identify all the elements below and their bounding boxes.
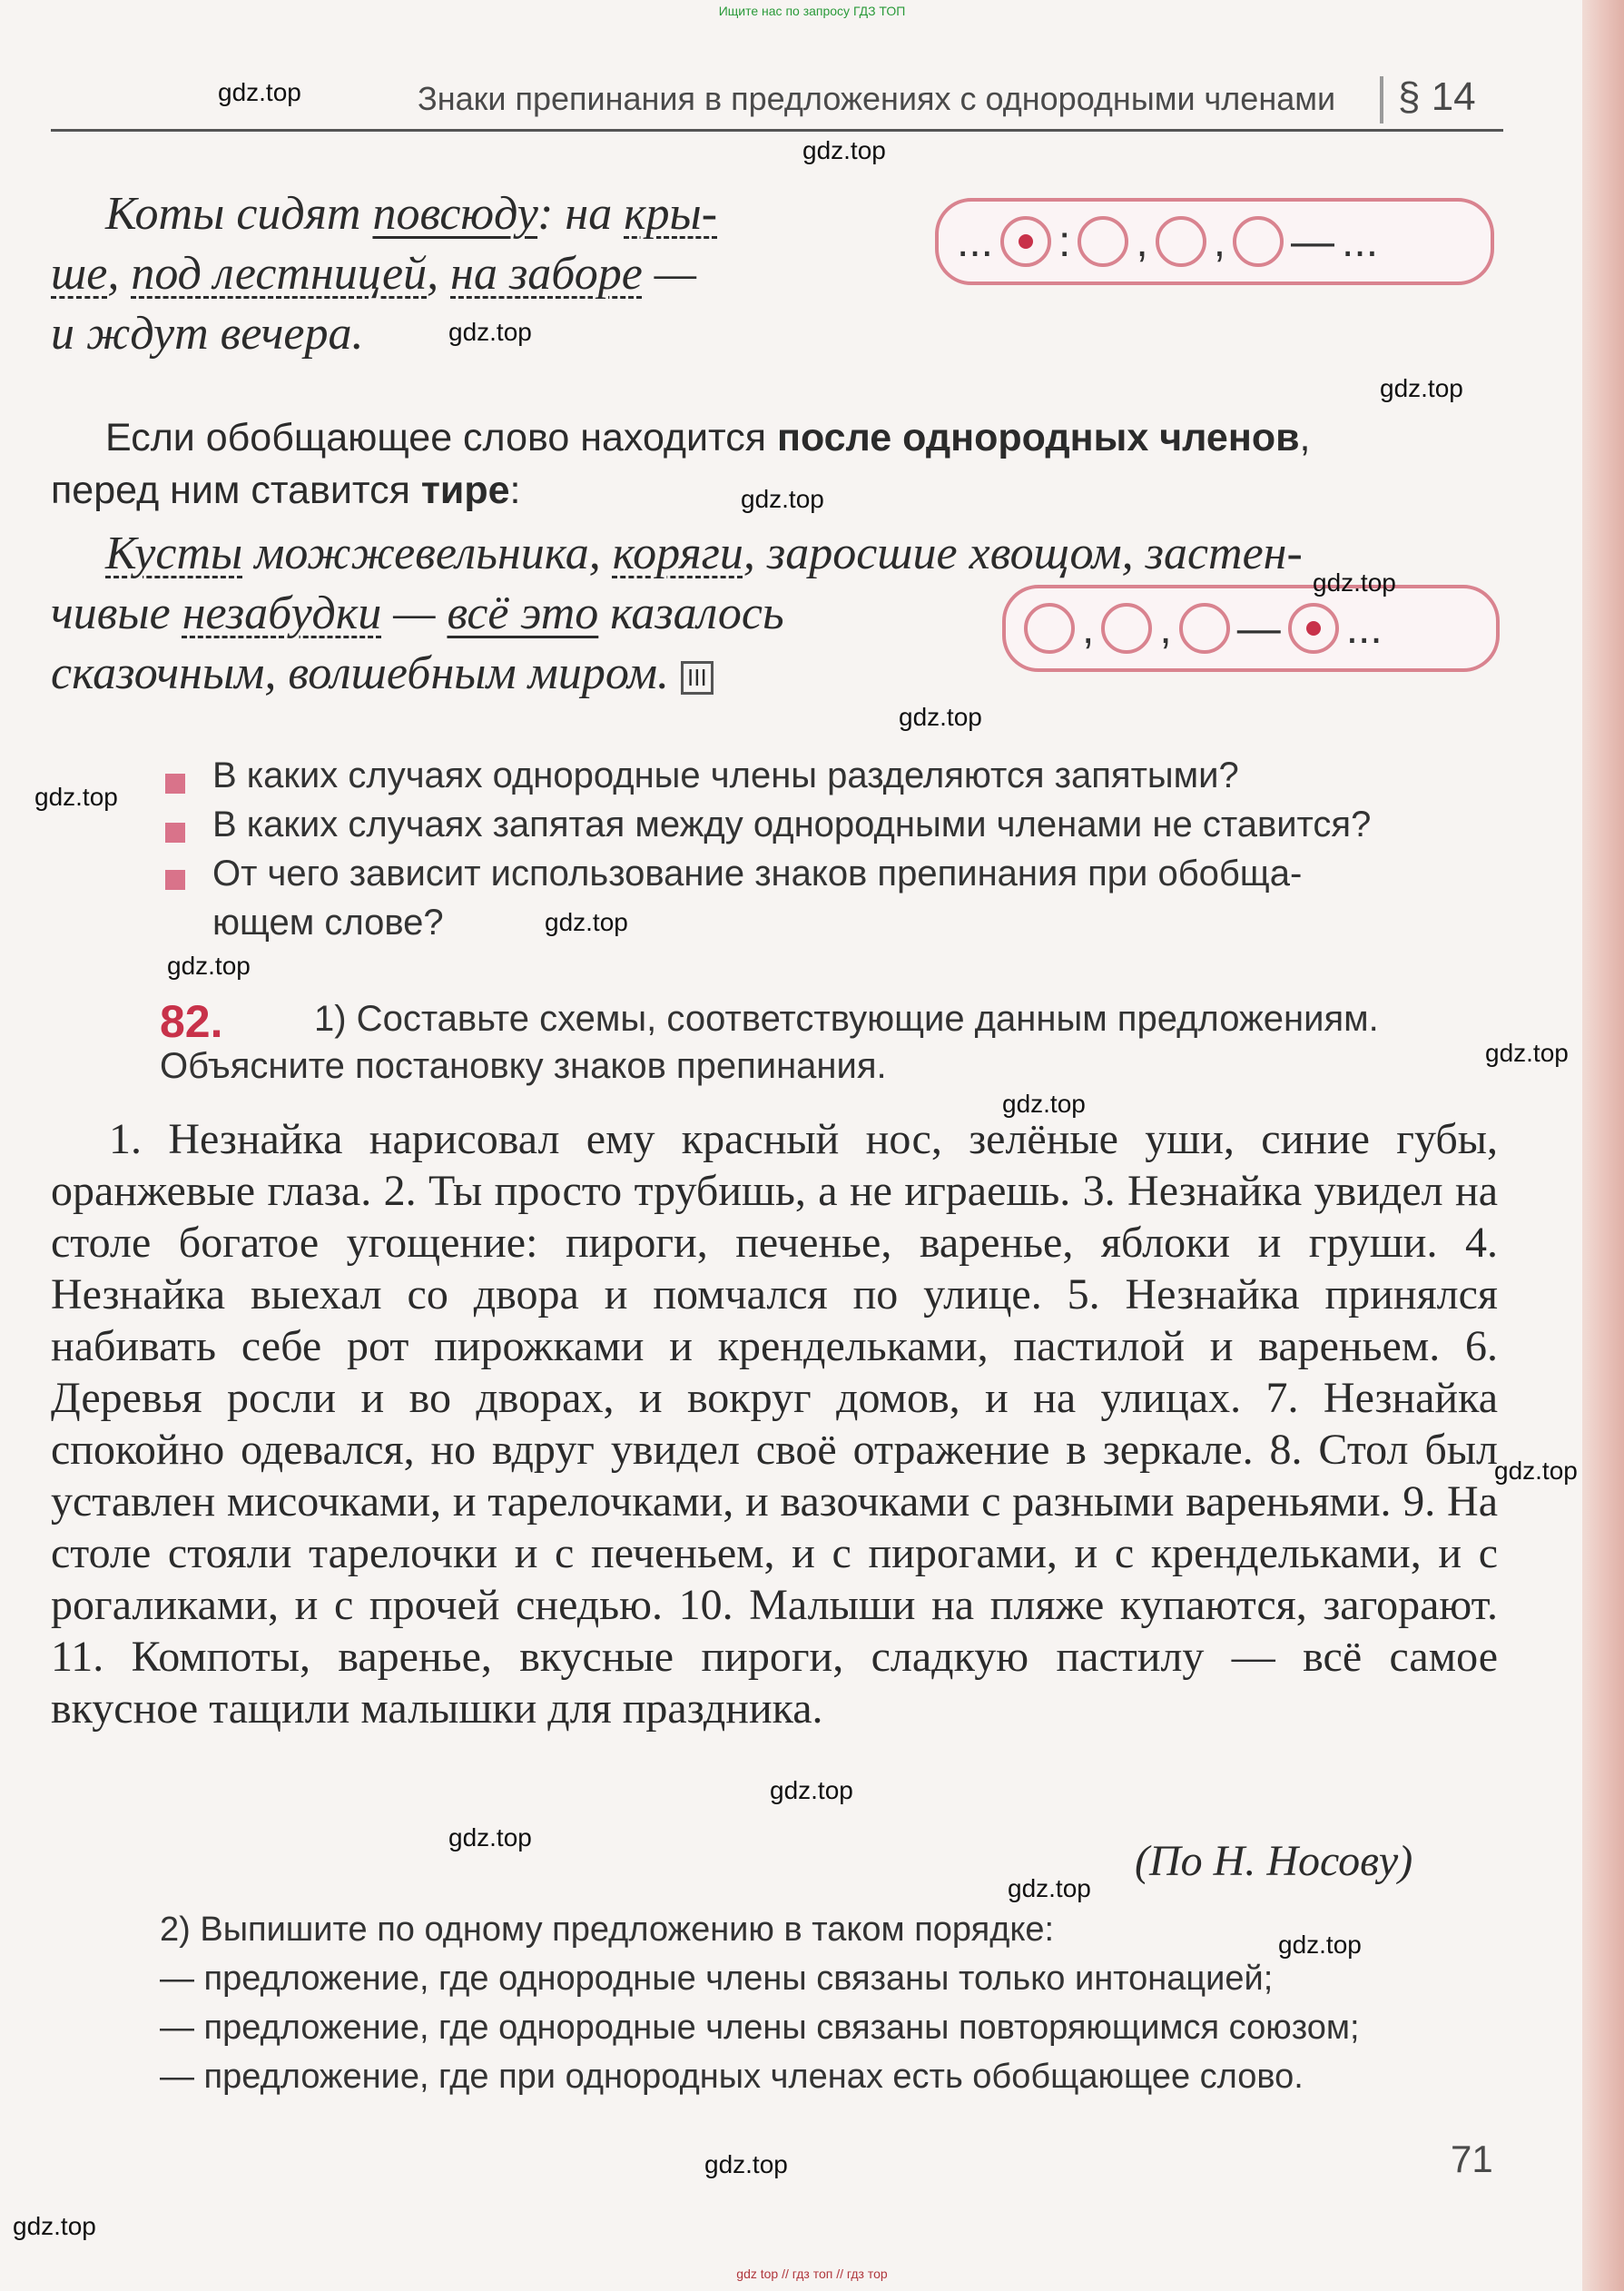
example2-text: чивые bbox=[51, 588, 182, 639]
rule-bold: тире bbox=[420, 469, 510, 512]
site-watermark: gdz.top bbox=[1313, 568, 1396, 597]
question-3: От чего зависит использование знаков препинания при обобща- bbox=[212, 854, 1303, 894]
scheme-member-circle bbox=[1156, 216, 1206, 267]
task1-line2: Объясните постановку знаков препинания. bbox=[160, 1046, 887, 1086]
scheme-generalizing-circle bbox=[1288, 603, 1339, 654]
site-watermark: gdz.top bbox=[802, 136, 886, 164]
rule-text: , bbox=[1299, 416, 1311, 459]
homogeneous-member: незабудки bbox=[182, 588, 382, 639]
watermark-bottom-line: gdz top // гдз топ // гдз тор bbox=[736, 2266, 888, 2281]
header-rule bbox=[51, 129, 1503, 132]
site-watermark: gdz.top bbox=[448, 1823, 532, 1852]
example2-line3 bbox=[51, 647, 714, 700]
rule-text: Если обобщающее слово находится bbox=[105, 416, 777, 459]
site-watermark: gdz.top bbox=[1494, 1457, 1578, 1485]
site-watermark: gdz.top bbox=[741, 485, 824, 513]
scheme-dash: — bbox=[1236, 604, 1281, 653]
homogeneous-member: Кусты bbox=[105, 528, 243, 579]
site-watermark: gdz.top bbox=[1380, 374, 1463, 402]
exercise-text: 1. Незнайка нарисовал ему красный нос, зелёные уши, синие губы, оранжевые глаза. 2. Ты просто трубишь, а не играешь. 3. Незнайка увидел на столе богатое угощение: пироги, печенье, варенье, яблоки и груши. 4. Незнайка выехал со двора и помчался по улице. 5. Незнайка принялся набивать себе рот пирожками и крендельками, пастилой и вареньем. 6. Деревья росли и во дворах, и вокруг домов, и на улицах. 7. Незнайка спокойно одевался, но вдруг увидел своё отражение в зеркале. 8. Стол был уставлен мисочками, и тарелочками, и вазочками с разными вареньями. 9. На столе стояли тарелочки и с печеньем, и с пирогами, и с крендельками, и с рогаликами, и с прочей снедью. 10. Малыши на пляже купаются, загорают. 11. Компоты, варенье, вкусные пироги, сладкую пастилу — всё самое вкусное тащили малышки для праздника. bbox=[51, 1115, 1498, 1733]
site-watermark: gdz.top bbox=[218, 78, 301, 106]
generalizing-word: повсюду bbox=[372, 188, 538, 240]
homogeneous-member: коряги bbox=[612, 528, 743, 579]
question-bullet-icon bbox=[165, 823, 185, 843]
scheme-colon: : bbox=[1058, 217, 1071, 266]
site-watermark: gdz.top bbox=[13, 2212, 96, 2240]
rule-line1 bbox=[105, 410, 1310, 465]
homogeneous-member: ше bbox=[51, 248, 108, 300]
homogeneous-member: под лестницей bbox=[131, 248, 428, 300]
rule-text: перед ним ставится bbox=[51, 469, 421, 512]
scheme-ellipsis: ... bbox=[1345, 604, 1383, 653]
scheme-member-circle bbox=[1078, 216, 1128, 267]
scheme-comma: , bbox=[1136, 217, 1148, 266]
site-watermark: gdz.top bbox=[167, 952, 251, 980]
scheme-comma: , bbox=[1159, 604, 1172, 653]
scheme-ellipsis: ... bbox=[1342, 217, 1379, 266]
question-1: В каких случаях однородные члены разделяются запятыми? bbox=[212, 755, 1239, 795]
scheme-member-circle bbox=[1233, 216, 1284, 267]
scheme-member-circle bbox=[1179, 603, 1230, 654]
task2-item: — предложение, где однородные члены связаны только интонацией; bbox=[160, 1960, 1274, 1998]
rule-text: : bbox=[509, 469, 521, 512]
example1-text: Коты сидят bbox=[105, 188, 373, 240]
question-2: В каких случаях запятая между однородными членами не ставится? bbox=[212, 805, 1372, 844]
site-watermark: gdz.top bbox=[704, 2150, 788, 2178]
example1-text: , bbox=[427, 248, 451, 300]
example2-text: казалось bbox=[598, 588, 784, 639]
site-watermark: gdz.top bbox=[770, 1776, 853, 1804]
site-watermark: gdz.top bbox=[448, 318, 532, 346]
example1-text: , bbox=[107, 248, 132, 300]
homogeneous-member: кры- bbox=[624, 188, 718, 240]
rule-line2 bbox=[51, 463, 520, 518]
example2-text: — bbox=[381, 588, 448, 639]
task2-item: — предложение, где однородные члены связаны повторяющимся союзом; bbox=[160, 2009, 1360, 2047]
scheme-member-circle bbox=[1024, 603, 1075, 654]
example1-scheme bbox=[935, 198, 1494, 285]
question-bullet-icon bbox=[165, 870, 185, 890]
scheme-comma: , bbox=[1082, 604, 1095, 653]
example2-text: сказочным, волшебным миром. bbox=[51, 647, 670, 699]
roman-marker: III bbox=[681, 661, 714, 695]
exercise-number: 82. bbox=[160, 996, 223, 1047]
question-bullet-icon bbox=[165, 774, 185, 794]
running-header-title: Знаки препинания в предложениях с однородными членами bbox=[418, 80, 1336, 117]
page-number: 71 bbox=[1451, 2138, 1493, 2180]
scheme-ellipsis: ... bbox=[957, 217, 994, 266]
example2-line1 bbox=[105, 527, 1303, 580]
scheme-member-circle bbox=[1101, 603, 1152, 654]
example2-text: , заросшие хвощом, застен- bbox=[743, 528, 1303, 579]
task1-line1: 1) Составьте схемы, соответствующие данным предложениям. bbox=[314, 999, 1379, 1039]
homogeneous-member: на заборе bbox=[450, 248, 643, 300]
example1-line2 bbox=[51, 247, 696, 301]
example2-scheme bbox=[1002, 585, 1500, 672]
rule-bold: после однородных членов bbox=[776, 416, 1300, 459]
site-watermark: gdz.top bbox=[1485, 1039, 1569, 1067]
site-watermark: gdz.top bbox=[545, 908, 628, 936]
example1-text: — bbox=[642, 248, 697, 300]
scheme-generalizing-circle bbox=[1000, 216, 1051, 267]
task2-heading: 2) Выпишите по одному предложению в таком порядке: bbox=[160, 1911, 1055, 1949]
site-watermark: gdz.top bbox=[899, 703, 982, 731]
example1-line3: и ждут вечера. bbox=[51, 308, 364, 360]
watermark-top-line: Ищите нас по запросу ГДЗ ТОП bbox=[718, 4, 906, 18]
example2-text: можжевельника, bbox=[242, 528, 613, 579]
site-watermark: gdz.top bbox=[1002, 1090, 1086, 1118]
example1-line1 bbox=[105, 187, 717, 241]
site-watermark: gdz.top bbox=[1278, 1931, 1362, 1959]
site-watermark: gdz.top bbox=[34, 783, 118, 811]
example1-text: : на bbox=[537, 188, 625, 240]
generalizing-word: всё это bbox=[447, 588, 599, 639]
question-3-cont: ющем слове? bbox=[212, 903, 444, 943]
scheme-comma: , bbox=[1213, 217, 1226, 266]
scheme-dash: — bbox=[1291, 217, 1335, 266]
section-number: § 14 bbox=[1398, 74, 1476, 119]
header-separator bbox=[1380, 76, 1383, 123]
task2-item: — предложение, где при однородных членах есть обобщающее слово. bbox=[160, 2058, 1304, 2096]
page-edge-strip bbox=[1582, 0, 1624, 2291]
source-attribution: (По Н. Носову) bbox=[1135, 1837, 1413, 1885]
example2-line2 bbox=[51, 587, 784, 640]
site-watermark: gdz.top bbox=[1008, 1874, 1091, 1902]
